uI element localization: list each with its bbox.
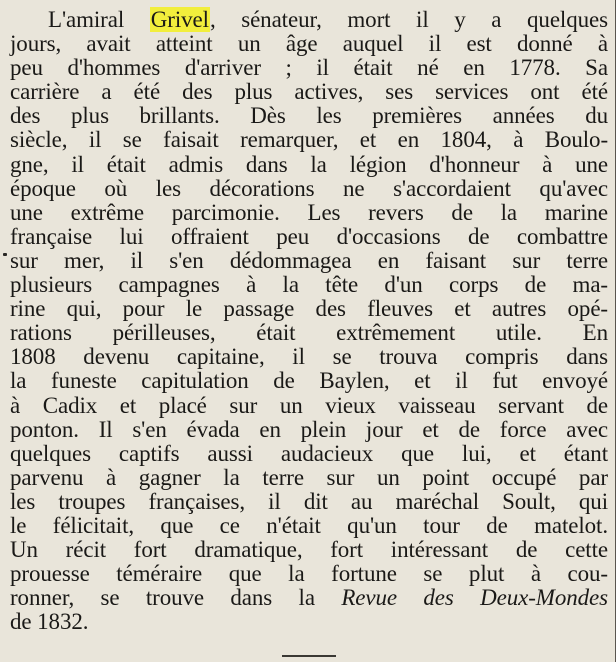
article-line: siècle, il se faisait remarquer, et en 1804, à Boulo- — [10, 127, 608, 153]
article-line: le félicitait, que ce n'était qu'un tour de matelot. — [10, 512, 608, 538]
article-line: rations périlleuses, était extrêmement utile. En — [10, 320, 608, 346]
publication-title: Revue des Deux-Mondes — [341, 585, 608, 611]
article-line: 1808 devenu capitaine, il se trouva compris dans — [10, 344, 608, 370]
article-line: époque où les décorations ne s'accordaient qu'avec — [10, 175, 608, 201]
article-line: des plus brillants. Dès les premières années du — [10, 103, 608, 129]
article-line: à Cadix et placé sur un vieux vaisseau servant de — [10, 392, 608, 418]
article-line: gne, il était admis dans la légion d'honneur à une — [10, 151, 608, 177]
article-paragraph — [10, 8, 608, 634]
article-line: plusieurs campagnes à la tête d'un corps de ma- — [10, 272, 608, 298]
article-line: les troupes françaises, il dit au maréchal Soult, qui — [10, 488, 608, 514]
line-text-after: , sénateur, mort il y a quelques — [209, 7, 608, 32]
article-line: une extrême parcimonie. Les revers de la marine — [10, 199, 608, 225]
article-line: peu d'hommes d'arriver ; il était né en 1778. Sa — [10, 55, 608, 81]
line-text-before: L'amiral — [48, 7, 150, 32]
article-line: quelques captifs aussi audacieux que lui, et étant — [10, 440, 608, 466]
article-line: française lui offraient peu d'occasions de combattre — [10, 223, 608, 249]
article-line: ponton. Il s'en évada en plein jour et de force avec — [10, 416, 608, 442]
article-line: rine qui, pour le passage des fleuves et autres opé- — [10, 296, 608, 322]
article-line — [10, 586, 608, 610]
article-line: sur mer, il s'en dédommagea en faisant sur terre — [10, 247, 608, 273]
line-text-before: ronner, se trouve dans la — [10, 585, 342, 611]
section-divider — [282, 655, 336, 657]
article-line: Un récit fort dramatique, fort intéressant de cette — [10, 537, 608, 563]
article-line: de 1832. — [10, 609, 89, 635]
article-line: la funeste capitulation de Baylen, et il fut envoyé — [10, 368, 608, 394]
article-line: jours, avait atteint un âge auquel il est donné à — [10, 31, 608, 57]
article-line: parvenu à gagner la terre sur un point occupé par — [10, 464, 608, 490]
highlighted-name: Grivel — [150, 7, 209, 32]
article-line: prouesse téméraire que la fortune se plut à cou- — [10, 561, 608, 587]
ink-speck — [3, 253, 7, 256]
article-line: carrière a été des plus actives, ses services ont été — [10, 79, 608, 105]
article-line — [10, 8, 608, 32]
